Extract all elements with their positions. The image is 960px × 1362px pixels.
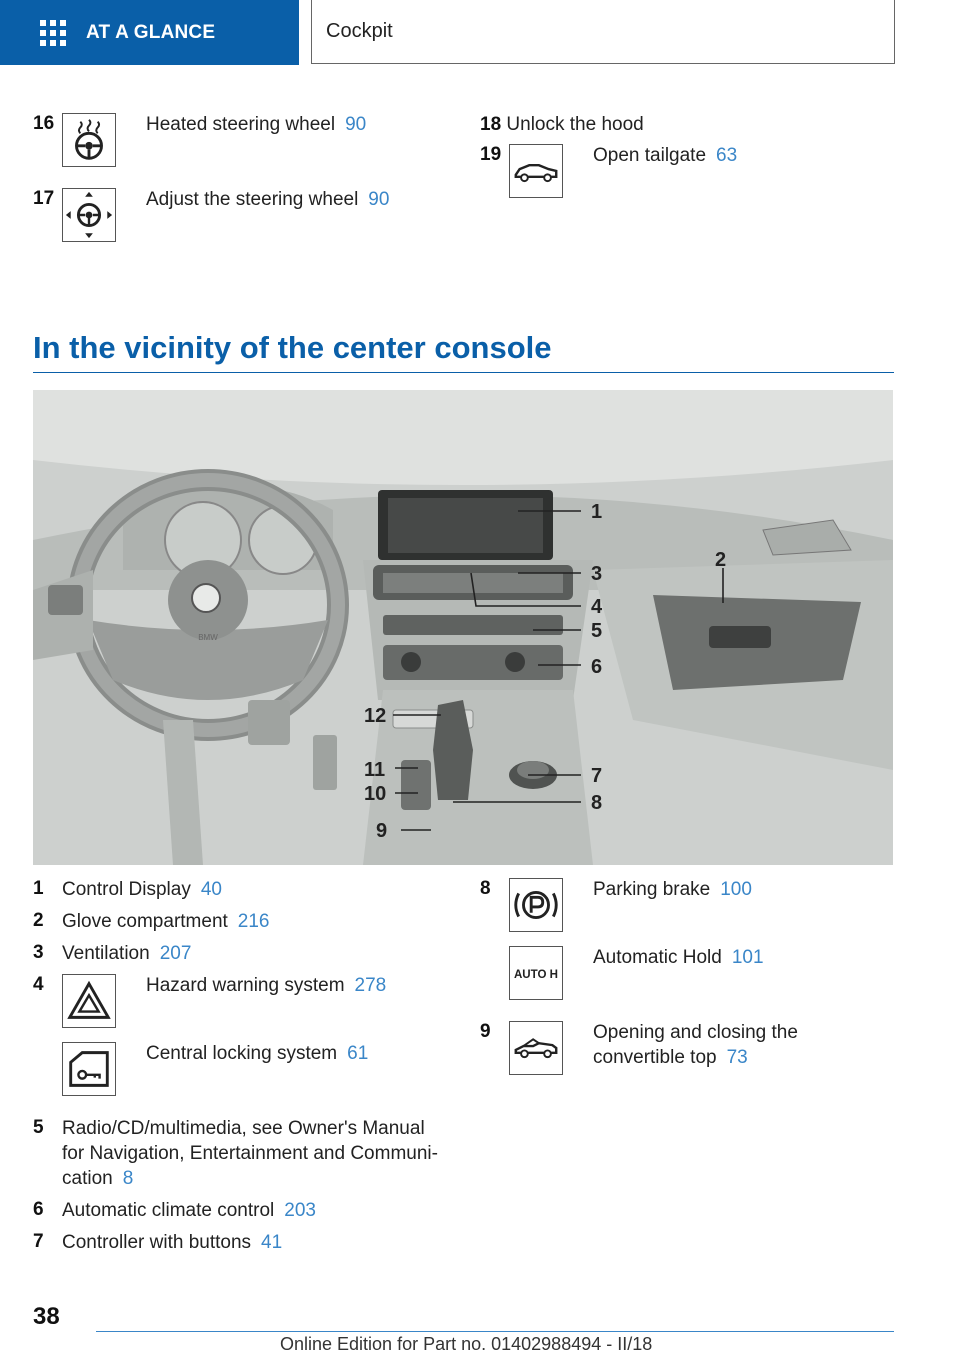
item-label-line: Radio/CD/multimedia, see Owner's Manual — [62, 1118, 425, 1139]
item-number: 5 — [33, 1117, 44, 1138]
item-label: Hazard warning system — [146, 975, 345, 996]
auto-hold-icon-text: AUTO H — [513, 968, 559, 981]
ventilation-entry — [62, 941, 191, 966]
item-label: Central locking system — [146, 1043, 338, 1064]
item-label: Automatic Hold — [593, 947, 722, 968]
hazard-warning-icon — [62, 974, 116, 1028]
convertible-top-entry — [593, 1020, 798, 1070]
page-reference-link[interactable]: 203 — [284, 1200, 316, 1221]
callout-8: 8 — [591, 792, 603, 814]
item-label: Adjust the steering wheel — [146, 189, 359, 210]
callout-10: 10 — [364, 783, 387, 805]
item-label: Automatic climate control — [62, 1200, 275, 1221]
parking-brake-entry — [593, 877, 752, 902]
page-reference-link[interactable]: 40 — [200, 879, 222, 900]
item-number: 1 — [33, 878, 44, 899]
item-number: 19 — [480, 144, 502, 165]
heated-steering-wheel-entry — [146, 112, 366, 137]
page-reference-link[interactable]: 61 — [347, 1043, 369, 1064]
central-locking-icon — [62, 1042, 116, 1096]
footer-divider — [96, 1331, 894, 1332]
adjust-steering-wheel-entry — [146, 187, 389, 212]
page-reference-link[interactable]: 100 — [720, 879, 752, 900]
unlock-hood-entry — [480, 112, 644, 137]
callout-6: 6 — [591, 656, 603, 678]
control-display-entry — [62, 877, 222, 902]
heated-steering-wheel-icon — [62, 113, 116, 167]
item-number: 9 — [480, 1021, 491, 1042]
open-tailgate-entry — [593, 143, 737, 168]
callout-7: 7 — [591, 765, 603, 787]
item-label: Controller with buttons — [62, 1232, 252, 1253]
page-reference-link[interactable]: 41 — [261, 1232, 283, 1253]
chapter-title: Cockpit — [326, 20, 393, 42]
item-number: 8 — [480, 878, 491, 899]
item-label: Control Display — [62, 879, 191, 900]
item-label: Ventilation — [62, 943, 150, 964]
page-reference-link[interactable]: 8 — [122, 1168, 134, 1189]
page-reference-link[interactable]: 207 — [159, 943, 192, 964]
climate-control-entry — [62, 1198, 316, 1223]
section-tab[interactable] — [0, 0, 299, 65]
adjust-steering-wheel-icon — [62, 188, 116, 242]
item-number: 17 — [33, 188, 55, 209]
item-number: 4 — [33, 974, 44, 995]
item-label-line: for Navigation, Entertainment and Communi- — [62, 1143, 438, 1164]
footer-edition: Online Edition for Part no. 01402988494 - II/18 — [280, 1334, 653, 1354]
callout-5: 5 — [591, 620, 603, 642]
item-label-line: convertible top — [593, 1047, 717, 1068]
grid-menu-icon — [40, 20, 66, 46]
page-reference-link[interactable]: 73 — [726, 1047, 748, 1068]
convertible-top-icon — [509, 1021, 563, 1075]
item-number: 16 — [33, 113, 55, 134]
tailgate-car-icon — [509, 144, 563, 198]
item-number: 7 — [33, 1231, 44, 1252]
item-label-line: Opening and closing the — [593, 1022, 798, 1043]
item-label: Glove compartment — [62, 911, 228, 932]
page-reference-link[interactable]: 90 — [368, 189, 390, 210]
item-number: 18 — [480, 114, 502, 135]
page-reference-link[interactable]: 90 — [345, 114, 367, 135]
page-reference-link[interactable]: 216 — [237, 911, 270, 932]
section-heading: In the vicinity of the center console — [33, 330, 552, 365]
page-reference-link[interactable]: 278 — [354, 975, 387, 996]
center-console-illustration — [33, 390, 893, 865]
callout-4: 4 — [591, 596, 603, 618]
callout-11: 11 — [364, 759, 386, 781]
controller-entry — [62, 1230, 282, 1255]
callout-9: 9 — [376, 820, 388, 842]
page-reference-link[interactable]: 63 — [716, 145, 738, 166]
page-reference-link[interactable]: 101 — [731, 947, 764, 968]
item-number: 2 — [33, 910, 44, 931]
item-number: 6 — [33, 1199, 44, 1220]
section-divider — [33, 372, 894, 373]
item-label: Parking brake — [593, 879, 711, 900]
central-locking-entry — [146, 1041, 368, 1066]
glove-compartment-entry — [62, 909, 270, 934]
section-title-label: AT A GLANCE — [86, 21, 216, 43]
callout-3: 3 — [591, 563, 603, 585]
item-label: Open tailgate — [593, 145, 707, 166]
chapter-header — [311, 0, 895, 64]
steering-wheel-badge: BMW — [198, 633, 218, 642]
parking-brake-icon — [509, 878, 563, 932]
item-label-line: cation — [62, 1168, 113, 1189]
hazard-warning-entry — [146, 973, 386, 998]
item-label: Unlock the hood — [506, 114, 644, 135]
callout-12: 12 — [364, 705, 387, 727]
auto-hold-icon — [509, 946, 563, 1000]
page-number: 38 — [33, 1303, 60, 1330]
callout-1: 1 — [591, 501, 603, 523]
auto-hold-entry — [593, 945, 764, 970]
item-number: 3 — [33, 942, 44, 963]
item-label: Heated steering wheel — [146, 114, 336, 135]
callout-2: 2 — [715, 549, 727, 571]
radio-multimedia-entry — [62, 1116, 438, 1191]
